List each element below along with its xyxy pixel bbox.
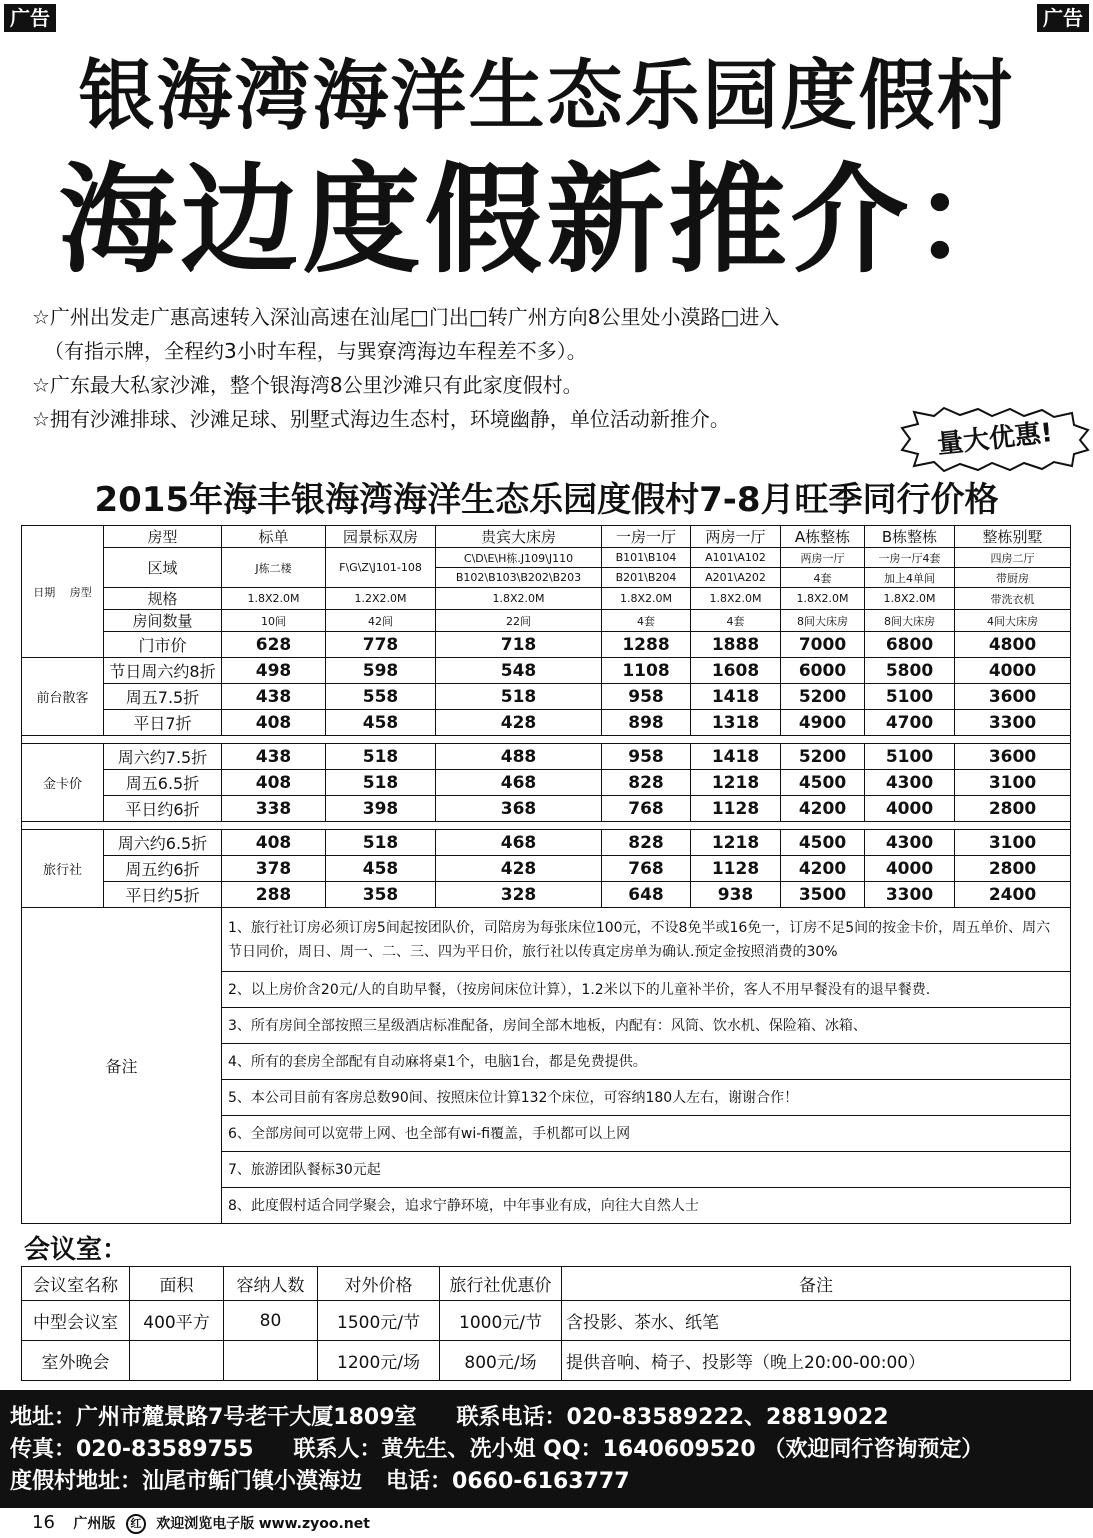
column-header: 对外价格: [318, 1267, 440, 1301]
price-cell: 4300: [865, 770, 955, 796]
area-cell: 四房二厅: [955, 548, 1071, 568]
qty-cell: 8间大床房: [781, 610, 865, 632]
edition-label: 广州版: [73, 1516, 116, 1532]
area-cell: A101\A102: [691, 548, 781, 568]
area-cell: J栋二楼: [222, 548, 326, 588]
note-item: 7、旅游团队餐标30元起: [222, 1152, 1071, 1188]
table-cell: 室外晚会: [22, 1341, 130, 1381]
column-header: 旅行社优惠价: [440, 1267, 562, 1301]
price-cell: 518: [326, 744, 436, 770]
price-cell: 6800: [865, 632, 955, 658]
price-cell: 468: [436, 770, 602, 796]
row-label: 周六约7.5折: [104, 744, 222, 770]
price-table-title: 2015年海丰银海湾海洋生态乐园度假村7-8月旺季同行价格: [94, 480, 999, 520]
row-label: 周六约6.5折: [104, 830, 222, 856]
price-cell: 408: [222, 770, 326, 796]
area-cell: B201\B204: [602, 568, 691, 588]
table-cell: 含投影、茶水、纸笔: [562, 1301, 1071, 1341]
promo-headline: 海边度假新推介：: [58, 150, 1035, 289]
price-cell: 548: [436, 658, 602, 684]
area-cell: C\D\E\H栋.J109\J110: [436, 548, 602, 568]
price-cell: 778: [326, 632, 436, 658]
row-label: 区域: [104, 548, 222, 588]
area-cell: A201\A202: [691, 568, 781, 588]
qty-cell: 22间: [436, 610, 602, 632]
office-phone: 联系电话：020-83589222、28819022: [456, 1405, 889, 1430]
burst-text: 量大优惠!: [935, 418, 1055, 460]
footer-row: [10, 1434, 1083, 1466]
room-type-row: [22, 526, 1071, 548]
price-cell: 1888: [691, 632, 781, 658]
note-item: 6、全部房间可以宽带上网、也全部有wi-fi覆盖，手机都可以上网: [222, 1116, 1071, 1152]
table-cell: 800元/场: [440, 1341, 562, 1381]
row-label: 节日周六约8折: [104, 658, 222, 684]
price-cell: 438: [222, 684, 326, 710]
row-label: 周五7.5折: [104, 684, 222, 710]
notes-label: 备注: [22, 908, 222, 1224]
price-cell: 3500: [781, 882, 865, 908]
price-cell: 958: [602, 744, 691, 770]
table-row: [22, 1341, 1071, 1381]
price-cell: 648: [602, 882, 691, 908]
price-cell: 518: [326, 770, 436, 796]
price-cell: 428: [436, 856, 602, 882]
price-cell: 6000: [781, 658, 865, 684]
row-label: 规格: [104, 588, 222, 610]
price-cell: 518: [326, 830, 436, 856]
area-cell: 带厨房: [955, 568, 1071, 588]
intro-line: （有指示牌，全程约3小时车程，与巽寮湾海边车程差不多）。: [44, 339, 587, 363]
area-cell: 两房一厅: [781, 548, 865, 568]
price-cell: 5100: [865, 744, 955, 770]
contact-person: 联系人：黄先生、冼小姐 QQ：1640609520 （欢迎同行咨询预定）: [293, 1437, 984, 1462]
row-label: 门市价: [104, 632, 222, 658]
page-footer-bar: [0, 1508, 1093, 1538]
area-cell: 加上4单间: [865, 568, 955, 588]
price-cell: 938: [691, 882, 781, 908]
price-cell: 1418: [691, 684, 781, 710]
price-cell: 3100: [955, 830, 1071, 856]
price-cell: 4500: [781, 830, 865, 856]
price-cell: 768: [602, 856, 691, 882]
area-row: [22, 548, 1071, 568]
price-cell: 4500: [781, 770, 865, 796]
price-cell: 5200: [781, 744, 865, 770]
row-label: 平日7折: [104, 710, 222, 736]
price-cell: 5800: [865, 658, 955, 684]
price-cell: 1418: [691, 744, 781, 770]
row-label: 房型: [104, 526, 222, 548]
row-label: 周五6.5折: [104, 770, 222, 796]
table-cell: 1000元/节: [440, 1301, 562, 1341]
table-cell: 1200元/场: [318, 1341, 440, 1381]
column-header: 容纳人数: [224, 1267, 318, 1301]
meeting-room-title: 会议室：: [24, 1235, 129, 1265]
row-label: 平日约5折: [104, 882, 222, 908]
page-number: 16: [32, 1512, 55, 1533]
meeting-room-table: [21, 1266, 1071, 1381]
note-item: 4、所有的套房全部配有自动麻将桌1个，电脑1台，都是免费提供。: [222, 1044, 1071, 1080]
intro-line: ☆广州出发走广惠高速转入深汕高速在汕尾□门出□转广州方向8公里处小漠路□进入: [32, 305, 780, 329]
footer-row: [10, 1402, 1083, 1434]
price-cell: 4200: [781, 856, 865, 882]
table-cell: 80: [224, 1301, 318, 1341]
room-type: 贵宾大床房: [436, 526, 602, 548]
price-cell: 558: [326, 684, 436, 710]
group-label: 前台散客: [22, 658, 104, 736]
spacer-row: [22, 736, 1071, 744]
price-cell: 468: [436, 830, 602, 856]
table-row: [22, 770, 1071, 796]
price-cell: 718: [436, 632, 602, 658]
office-address: 地址：广州市麓景路7号老干大厦1809室: [10, 1405, 417, 1430]
qty-cell: 42间: [326, 610, 436, 632]
list-price-row: [22, 632, 1071, 658]
ad-tag-right: 广告: [1037, 4, 1089, 32]
spec-cell: 1.8X2.0M: [436, 588, 602, 610]
price-cell: 438: [222, 744, 326, 770]
room-type: 两房一厅: [691, 526, 781, 548]
qty-cell: 4间大床房: [955, 610, 1071, 632]
price-cell: 5100: [865, 684, 955, 710]
area-cell: 一房一厅4套: [865, 548, 955, 568]
intro-line: ☆广东最大私家沙滩，整个银海湾8公里沙滩只有此家度假村。: [32, 373, 583, 397]
table-cell: 400平方: [130, 1301, 224, 1341]
price-cell: 3600: [955, 684, 1071, 710]
note-item: 2、以上房价含20元/人的自助早餐，（按房间床位计算），1.2米以下的儿童补半价，客人不用早餐没有的退早餐费.: [222, 972, 1071, 1008]
table-row: [22, 1301, 1071, 1341]
table-cell: [130, 1341, 224, 1381]
spacer-row: [22, 822, 1071, 830]
footer-row: [10, 1466, 1083, 1498]
price-cell: 1128: [691, 796, 781, 822]
price-cell: 4900: [781, 710, 865, 736]
price-cell: 3300: [865, 882, 955, 908]
price-cell: 628: [222, 632, 326, 658]
quantity-row: [22, 610, 1071, 632]
price-cell: 328: [436, 882, 602, 908]
column-header: 备注: [562, 1267, 1071, 1301]
qty-cell: 10间: [222, 610, 326, 632]
price-cell: 428: [436, 710, 602, 736]
price-cell: 288: [222, 882, 326, 908]
room-type: 园景标双房: [326, 526, 436, 548]
spec-row: [22, 588, 1071, 610]
table-row: [22, 684, 1071, 710]
note-item: 5、本公司目前有客房总数90间、按照床位计算132个床位，可容纳180人左右，谢谢合作！: [222, 1080, 1071, 1116]
discount-burst-badge: [900, 406, 1090, 472]
row-label: 房间数量: [104, 610, 222, 632]
price-cell: 1218: [691, 830, 781, 856]
price-cell: 7000: [781, 632, 865, 658]
room-type: 整栋别墅: [955, 526, 1071, 548]
price-cell: 2400: [955, 882, 1071, 908]
price-cell: 768: [602, 796, 691, 822]
area-cell: B102\B103\B202\B203: [436, 568, 602, 588]
price-cell: 4000: [865, 796, 955, 822]
price-cell: 4800: [955, 632, 1071, 658]
table-cell: 1500元/节: [318, 1301, 440, 1341]
ad-tag-left: 广告: [4, 4, 56, 32]
price-cell: 2800: [955, 796, 1071, 822]
price-cell: 4200: [781, 796, 865, 822]
price-cell: 498: [222, 658, 326, 684]
price-cell: 488: [436, 744, 602, 770]
area-cell: F\G\Z\J101-108: [326, 548, 436, 588]
price-cell: 4000: [955, 658, 1071, 684]
price-cell: 458: [326, 856, 436, 882]
table-row: [22, 882, 1071, 908]
room-type: B栋整栋: [865, 526, 955, 548]
table-row: [22, 710, 1071, 736]
price-cell: 338: [222, 796, 326, 822]
price-cell: 358: [326, 882, 436, 908]
table-cell: [224, 1341, 318, 1381]
contact-footer: [0, 1390, 1093, 1508]
price-cell: 828: [602, 830, 691, 856]
price-cell: 3300: [955, 710, 1071, 736]
price-cell: 5200: [781, 684, 865, 710]
spec-cell: 1.8X2.0M: [222, 588, 326, 610]
price-cell: 378: [222, 856, 326, 882]
note-item: 3、所有房间全部按照三星级酒店标准配备，房间全部木地板，内配有：风筒、饮水机、保险箱、冰箱、: [222, 1008, 1071, 1044]
intro-text: [32, 300, 1032, 436]
spec-cell: 1.2X2.0M: [326, 588, 436, 610]
price-cell: 898: [602, 710, 691, 736]
price-cell: 2800: [955, 856, 1071, 882]
room-type: 一房一厅: [602, 526, 691, 548]
qty-cell: 4套: [691, 610, 781, 632]
price-cell: 3600: [955, 744, 1071, 770]
qty-cell: 8间大床房: [865, 610, 955, 632]
price-cell: 1318: [691, 710, 781, 736]
price-cell: 4700: [865, 710, 955, 736]
price-cell: 4000: [865, 856, 955, 882]
price-cell: 1608: [691, 658, 781, 684]
slogan-text: 欢迎浏览电子版: [156, 1516, 255, 1532]
table-row: [22, 744, 1071, 770]
price-cell: 398: [326, 796, 436, 822]
price-cell: 408: [222, 830, 326, 856]
spec-cell: 1.8X2.0M: [602, 588, 691, 610]
table-cell: 提供音响、椅子、投影等（晚上20:00-00:00）: [562, 1341, 1071, 1381]
resort-address: 度假村地址：汕尾市鲘门镇小漠海边: [10, 1469, 363, 1494]
group-label: 旅行社: [22, 830, 104, 908]
website-link[interactable]: www.zyoo.net: [258, 1516, 370, 1532]
price-cell: 458: [326, 710, 436, 736]
spec-cell: 带洗衣机: [955, 588, 1071, 610]
spacer-cell: [22, 822, 1071, 830]
qty-cell: 4套: [602, 610, 691, 632]
table-header-row: [22, 1267, 1071, 1301]
price-cell: 518: [436, 684, 602, 710]
group-label: 金卡价: [22, 744, 104, 822]
spec-cell: 1.8X2.0M: [865, 588, 955, 610]
price-cell: 4300: [865, 830, 955, 856]
room-type: A栋整栋: [781, 526, 865, 548]
publication-logo-icon: 红: [126, 1514, 146, 1534]
price-cell: 1218: [691, 770, 781, 796]
price-cell: 1128: [691, 856, 781, 882]
area-cell: 4套: [781, 568, 865, 588]
price-cell: 1108: [602, 658, 691, 684]
row-label: 平日约6折: [104, 796, 222, 822]
table-cell: 中型会议室: [22, 1301, 130, 1341]
spacer-cell: [22, 736, 1071, 744]
room-type: 标单: [222, 526, 326, 548]
price-cell: 368: [436, 796, 602, 822]
price-cell: 408: [222, 710, 326, 736]
note-item: 8、此度假村适合同学聚会，追求宁静环境，中年事业有成，向往大自然人士: [222, 1188, 1071, 1224]
intro-line: ☆拥有沙滩排球、沙滩足球、别墅式海边生态村，环境幽静，单位活动新推介。: [32, 407, 730, 431]
price-cell: 3100: [955, 770, 1071, 796]
note-row: [22, 908, 1071, 972]
table-row: [22, 658, 1071, 684]
resort-phone: 电话：0660-6163777: [386, 1469, 630, 1494]
price-cell: 958: [602, 684, 691, 710]
note-item: 1、旅行社订房必须订房5间起按团队价，司陪房为每张床位100元，不设8免半或16免一，订房不足5间的按金卡价，周五单价、周六节日同价，周日、周一、二、三、四为平日价，旅行社以传真定房单为确认.预定金按照消费的30%: [222, 908, 1071, 972]
row-label: 周五约6折: [104, 856, 222, 882]
price-cell: 1288: [602, 632, 691, 658]
column-header: 面积: [130, 1267, 224, 1301]
price-cell: 598: [326, 658, 436, 684]
table-row: [22, 796, 1071, 822]
table-row: [22, 830, 1071, 856]
resort-name-title: 银海湾海洋生态乐园度假村: [78, 51, 1015, 140]
price-table: [21, 525, 1071, 1224]
area-cell: B101\B104: [602, 548, 691, 568]
corner-cell: 日期 房型: [22, 526, 104, 658]
spec-cell: 1.8X2.0M: [781, 588, 865, 610]
price-cell: 828: [602, 770, 691, 796]
fax-number: 传真：020-83589755: [10, 1437, 254, 1462]
table-row: [22, 856, 1071, 882]
spec-cell: 1.8X2.0M: [691, 588, 781, 610]
column-header: 会议室名称: [22, 1267, 130, 1301]
